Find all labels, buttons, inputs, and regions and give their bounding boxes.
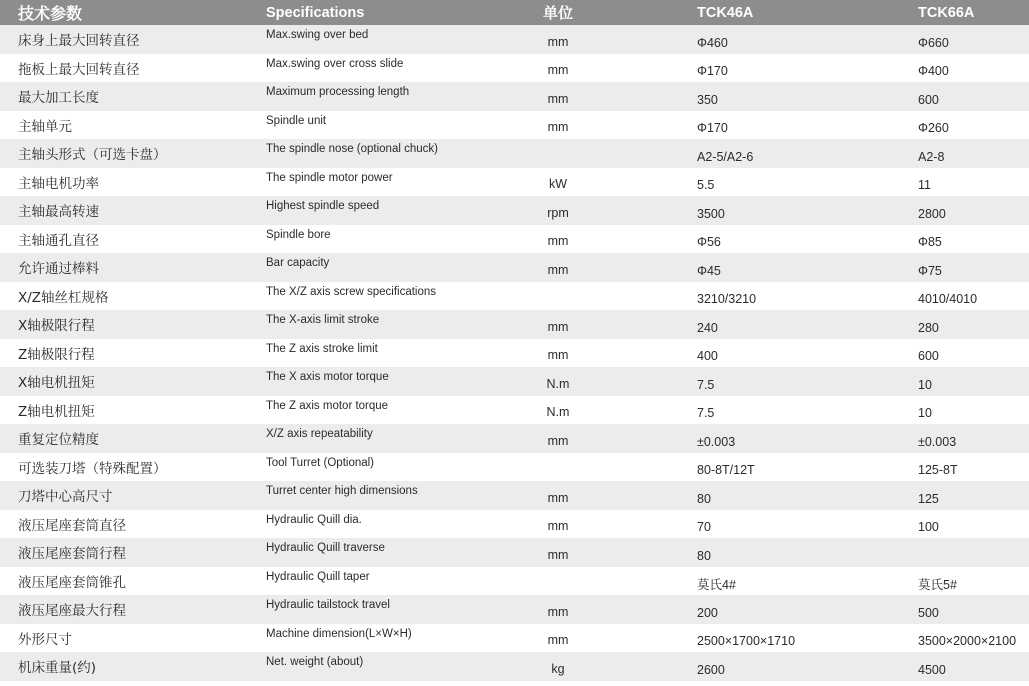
row-value-a: 350	[697, 92, 718, 107]
header-unit: 单位	[542, 4, 573, 22]
row-value-b: 3500×2000×2100	[918, 634, 1017, 649]
row-value-b: Φ260	[918, 121, 949, 136]
row-unit: mm	[547, 262, 569, 277]
row-value-a: 2500×1700×1710	[697, 634, 796, 649]
row-value-a: ±0.003	[697, 434, 736, 449]
row-unit: mm	[547, 120, 569, 135]
row-label-cn: X轴电机扭矩	[18, 375, 95, 392]
row-label-cn: 拖板上最大回转直径	[18, 61, 140, 78]
row-label-en: Spindle unit	[266, 114, 327, 127]
row-value-b: 500	[918, 605, 939, 620]
row-value-a: 70	[697, 520, 711, 535]
row-value-b: 11	[918, 178, 931, 193]
row-value-b: 125-8T	[918, 463, 958, 478]
table-row	[0, 310, 1029, 339]
row-label-en: Spindle bore	[266, 228, 331, 241]
row-label-cn: 主轴头形式（可选卡盘）	[18, 147, 167, 164]
row-label-en: X/Z axis repeatability	[266, 428, 373, 440]
row-label-cn: 液压尾座最大行程	[18, 603, 126, 620]
row-value-a: 240	[697, 320, 718, 335]
row-unit: mm	[547, 319, 569, 334]
row-value-b: 2800	[918, 206, 946, 221]
row-label-cn: 液压尾座套筒行程	[18, 546, 126, 563]
table-row	[0, 111, 1029, 140]
row-label-cn: 主轴单元	[18, 118, 72, 135]
row-value-b: 4500	[918, 662, 946, 677]
row-label-en: The spindle nose (optional chuck)	[266, 143, 438, 155]
table-row	[0, 168, 1029, 197]
table-row	[0, 367, 1029, 396]
row-label-cn: 主轴通孔直径	[18, 232, 99, 249]
row-label-en: The Z axis motor torque	[266, 399, 389, 412]
table-row	[0, 396, 1029, 425]
row-unit: N.m	[546, 405, 570, 420]
row-value-a: 莫氏4#	[697, 578, 736, 593]
row-unit: mm	[547, 63, 569, 78]
row-label-en: Bar capacity	[266, 257, 330, 269]
row-unit	[520, 453, 596, 482]
row-value-b	[918, 538, 1028, 567]
row-unit: mm	[547, 633, 569, 648]
row-value-a: A2-5/A2-6	[697, 149, 754, 164]
row-unit: rpm	[547, 205, 569, 220]
row-label-en: Tool Turret (Optional)	[266, 456, 375, 469]
row-label-en: The Z axis stroke limit	[266, 342, 378, 355]
row-unit: mm	[547, 604, 569, 619]
row-label-cn: Z轴极限行程	[18, 346, 95, 363]
row-unit: mm	[547, 234, 569, 249]
table-row	[0, 424, 1029, 453]
row-value-b: 莫氏5#	[918, 578, 957, 593]
row-value-a: 3210/3210	[697, 292, 757, 307]
row-value-b: 10	[918, 406, 932, 421]
table-row	[0, 54, 1029, 83]
row-value-b: Φ660	[918, 35, 949, 50]
table-row	[0, 25, 1029, 54]
row-label-cn: 可选装刀塔（特殊配置）	[18, 460, 167, 477]
row-label-cn: 液压尾座套筒直径	[18, 517, 126, 534]
row-value-a: 2600	[697, 662, 725, 677]
row-label-cn: 允许通过棒料	[18, 261, 99, 278]
row-unit: mm	[547, 490, 569, 505]
row-label-en: The X-axis limit stroke	[266, 314, 380, 326]
table-row	[0, 196, 1029, 225]
row-value-a: 7.5	[697, 406, 715, 421]
row-value-b: 100	[918, 520, 939, 535]
row-value-b: 600	[918, 349, 939, 364]
row-label-cn: 最大加工长度	[18, 90, 99, 107]
row-value-a: Φ56	[697, 235, 721, 250]
table-row	[0, 510, 1029, 539]
row-label-cn: X轴极限行程	[18, 318, 95, 335]
row-label-en: Hydraulic Quill dia.	[266, 513, 362, 526]
row-label-cn: 液压尾座套筒锥孔	[18, 574, 126, 591]
row-label-cn: X/Z轴丝杠规格	[18, 289, 109, 306]
row-unit: mm	[547, 547, 569, 562]
table-row	[0, 624, 1029, 653]
row-label-cn: 机床重量(约)	[18, 660, 97, 677]
row-label-en: Hydraulic Quill taper	[266, 570, 370, 583]
row-value-a: Φ460	[697, 35, 728, 50]
row-value-a: 5.5	[697, 178, 715, 193]
row-value-a: 80	[697, 491, 711, 506]
table-row	[0, 339, 1029, 368]
row-value-b: 600	[918, 92, 939, 107]
row-value-b: Φ75	[918, 263, 942, 278]
row-unit: mm	[547, 91, 569, 106]
row-label-en: Maximum processing length	[266, 86, 410, 98]
row-unit	[520, 139, 596, 168]
row-label-en: Machine dimension(L×W×H)	[266, 627, 412, 640]
row-value-a: Φ170	[697, 121, 728, 136]
table-row	[0, 139, 1029, 168]
row-label-cn: 主轴电机功率	[18, 175, 99, 192]
row-value-a: 7.5	[697, 377, 715, 392]
row-value-a: 80-8T/12T	[697, 463, 755, 478]
table-row	[0, 253, 1029, 282]
row-value-b: A2-8	[918, 149, 945, 164]
row-value-a: Φ45	[697, 263, 721, 278]
table-row	[0, 453, 1029, 482]
row-label-cn: 外形尺寸	[18, 631, 72, 648]
row-value-a: 80	[697, 548, 711, 563]
row-label-en: Hydraulic Quill traverse	[266, 542, 385, 554]
row-unit	[520, 567, 596, 596]
header-model-a: TCK46A	[697, 4, 754, 21]
row-unit: mm	[547, 519, 569, 534]
table-header	[0, 0, 1029, 25]
row-label-en: Highest spindle speed	[266, 200, 380, 212]
row-value-b: ±0.003	[918, 434, 957, 449]
row-value-b: 10	[918, 377, 932, 392]
table-body	[0, 25, 1029, 681]
row-label-cn: 床身上最大回转直径	[18, 33, 140, 50]
row-label-en: Net. weight (about)	[266, 656, 364, 668]
row-label-cn: 重复定位精度	[18, 432, 99, 449]
row-unit: mm	[547, 348, 569, 363]
row-unit: N.m	[546, 376, 570, 391]
header-cn: 技术参数	[18, 4, 83, 23]
row-label-en: Max.swing over bed	[266, 29, 369, 41]
table-row	[0, 82, 1029, 111]
row-unit: kW	[548, 177, 568, 192]
row-label-en: Turret center high dimensions	[266, 485, 418, 497]
table-row	[0, 652, 1029, 681]
table-row	[0, 595, 1029, 624]
table-row	[0, 225, 1029, 254]
row-value-b: 4010/4010	[918, 292, 978, 307]
header-model-b: TCK66A	[918, 4, 975, 21]
row-value-a: 200	[697, 605, 718, 620]
row-value-b: Φ85	[918, 235, 942, 250]
table-row	[0, 282, 1029, 311]
row-value-b: 125	[918, 491, 939, 506]
row-unit: kg	[551, 661, 565, 676]
row-value-a: 400	[697, 349, 718, 364]
row-unit	[520, 282, 596, 311]
row-label-en: Max.swing over cross slide	[266, 57, 404, 70]
table-row	[0, 481, 1029, 510]
row-label-en: Hydraulic tailstock travel	[266, 599, 390, 611]
row-value-a: 3500	[697, 206, 725, 221]
table-row	[0, 567, 1029, 596]
table-row	[0, 538, 1029, 567]
row-value-a: Φ170	[697, 64, 728, 79]
row-unit: mm	[547, 433, 569, 448]
header-en: Specifications	[266, 4, 365, 21]
row-label-en: The X axis motor torque	[266, 371, 389, 383]
row-value-b: Φ400	[918, 64, 949, 79]
row-label-cn: 刀塔中心高尺寸	[18, 489, 113, 506]
row-label-cn: Z轴电机扭矩	[18, 403, 95, 420]
row-unit: mm	[547, 34, 569, 49]
row-label-en: The X/Z axis screw specifications	[266, 285, 437, 298]
row-label-cn: 主轴最高转速	[18, 204, 99, 221]
row-value-b: 280	[918, 320, 939, 335]
row-label-en: The spindle motor power	[266, 171, 393, 184]
